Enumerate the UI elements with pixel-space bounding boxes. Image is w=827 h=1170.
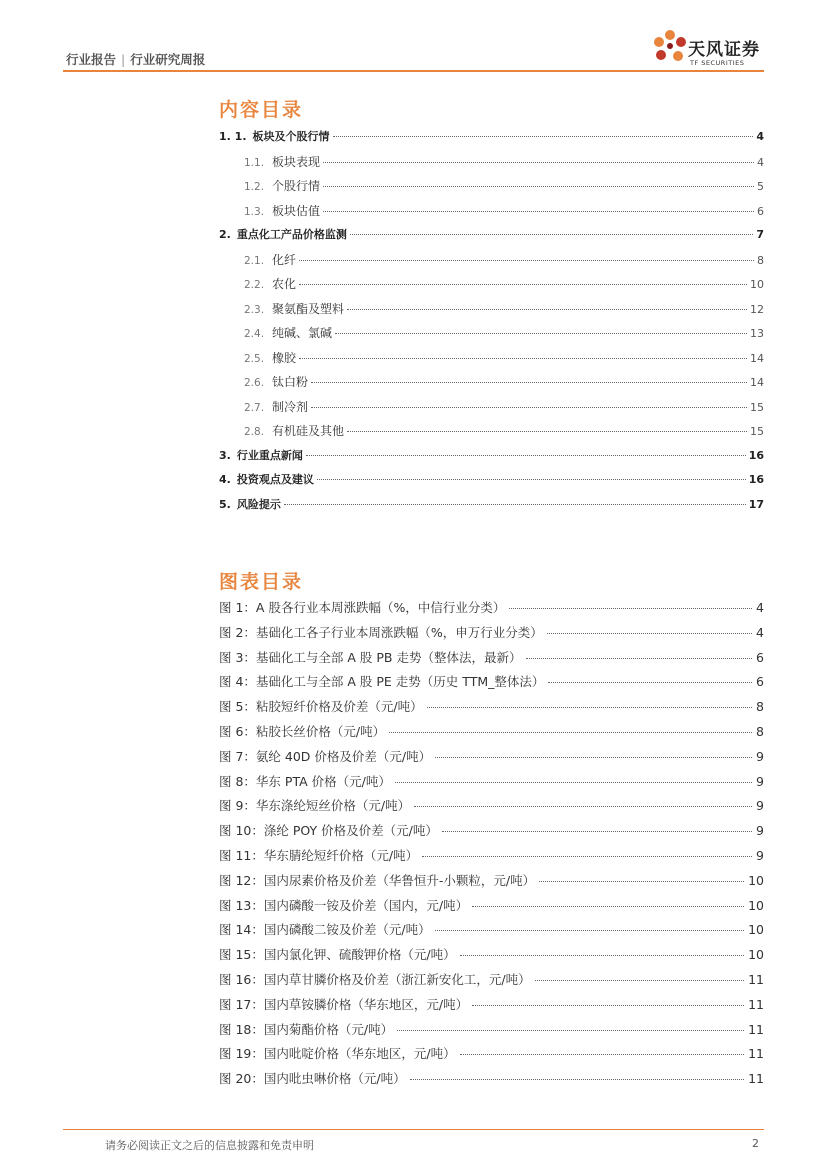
figure-entry-page: 6 [756,674,764,690]
figure-entry-label: 图 16：国内草甘膦价格及价差（浙江新安化工，元/吨） [219,971,531,987]
toc-entry[interactable] [219,422,764,447]
toc-entry-label: 制冷剂 [272,399,309,414]
figure-entry-label: 图 10：涤纶 POY 价格及价差（元/吨） [219,823,438,839]
toc-entry-page: 15 [750,400,764,414]
figure-entry[interactable] [219,796,764,821]
figure-entry[interactable] [219,871,764,896]
toc-leader-dots [350,234,754,235]
toc-entry-page: 17 [748,497,764,511]
toc-entry-label: 投资观点及建议 [236,473,314,486]
figure-entry-label: 图 15：国内氯化钾、硫酸钾价格（元/吨） [219,947,456,963]
toc-entry-number: 2.2. [244,279,265,291]
toc-entry-label: 重点化工产品价格监测 [236,228,347,241]
toc-leader-dots [317,479,746,480]
figure-entry-label: 图 18：国内菊酯价格（元/吨） [219,1021,394,1037]
toc-entry-number: 2.6. [244,377,265,389]
figure-entry-label: 图 12：国内尿素价格及价差（华鲁恒升-小颗粒，元/吨） [219,872,536,888]
toc-entry-page: 13 [750,327,764,340]
toc-leader-dots [323,211,754,212]
toc-leader-dots [299,358,747,359]
footer-divider [63,1129,764,1130]
figure-entry[interactable] [219,697,764,722]
toc-entry[interactable] [219,177,764,202]
figure-entry-page: 10 [748,872,764,888]
toc-entry-number: 1.3. [244,205,265,218]
toc-entry-page: 10 [750,278,764,291]
toc-entry-label: 个股行情 [272,179,321,193]
toc-entry-number: 2.8. [244,426,265,438]
toc-entry-number: 5. [219,497,231,511]
toc-entry-label: 橡胶 [272,350,297,365]
toc-entry-label: 农化 [272,277,297,291]
figure-entry-label: 图 1：A 股各行业本周涨跌幅（%，中信行业分类） [219,600,506,615]
flower-logo-icon [650,27,690,71]
toc-entry-page: 15 [750,425,764,438]
toc-entry-page: 14 [750,351,764,365]
figure-entry-page: 4 [756,624,764,640]
toc-entry-number: 2.3. [244,303,265,316]
figure-entry-label: 图 3：基础化工与全部 A 股 PB 走势（整体法，最新） [219,649,522,665]
toc-entry[interactable] [219,202,764,227]
figure-entry[interactable] [219,995,764,1020]
toc-entry[interactable] [219,226,764,251]
toc-entry[interactable] [219,373,764,398]
figure-entry-page: 6 [756,649,764,665]
figure-leader-dots [410,1079,745,1080]
figure-entry-page: 10 [748,922,764,938]
category-label: 行业报告 [66,52,117,67]
figure-entry-label: 图 6：粘胶长丝价格（元/吨） [219,723,386,739]
figure-entry-label: 图 7：氨纶 40D 价格及价差（元/吨） [219,748,432,764]
toc-entry-page: 6 [757,204,764,218]
toc-entry[interactable] [219,324,764,349]
toc-entry-label: 板块估值 [272,203,321,218]
toc-entry-number: 2. [219,228,231,241]
figure-entry-page: 10 [748,897,764,913]
toc-leader-dots [323,186,754,187]
figure-entry-page: 8 [756,723,764,739]
toc-entry-number: 2.1. [244,254,265,267]
toc-entry-number: 1. 1. [219,130,247,143]
toc-entry-page: 8 [757,253,764,267]
figure-entry-page: 9 [756,798,764,814]
toc-entry-number: 1.2. [244,181,265,193]
figure-entry[interactable] [219,672,764,697]
toc-leader-dots [323,162,754,163]
figure-entry-label: 图 13：国内磷酸一铵及价差（国内，元/吨） [219,897,469,913]
figure-entry-label: 图 20：国内吡虫啉价格（元/吨） [219,1071,406,1087]
toc-entry-page: 16 [748,448,764,462]
figure-leader-dots [460,1054,745,1055]
figure-entry[interactable] [219,821,764,846]
toc-entry-page: 4 [757,155,764,169]
toc-entry-label: 有机硅及其他 [272,424,345,438]
figure-leader-dots [389,732,752,733]
figure-entry-page: 9 [756,748,764,764]
toc-entry-page: 5 [757,180,764,193]
figure-leader-dots [395,782,752,783]
toc-leader-dots [306,455,746,456]
figures-title: 图表目录 [219,571,304,593]
toc-leader-dots [335,333,747,334]
toc-entry[interactable] [219,128,764,153]
figure-entry-page: 11 [748,1071,764,1087]
figure-leader-dots [435,757,752,758]
page-number: 2 [752,1137,759,1150]
figure-leader-dots [509,608,752,609]
figures-list [219,598,764,1094]
figure-leader-dots [414,806,752,807]
toc-entry[interactable] [219,349,764,374]
figure-leader-dots [547,633,752,634]
report-category [66,50,205,68]
figure-entry[interactable] [219,598,764,623]
header-divider [63,70,764,72]
toc-entry-page: 16 [748,473,764,486]
figure-entry[interactable] [219,970,764,995]
figure-entry[interactable] [219,648,764,673]
toc-entry[interactable] [219,496,764,521]
figure-leader-dots [460,955,745,956]
figure-leader-dots [526,658,753,659]
toc-entry-label: 化纤 [272,252,297,267]
subcategory-label: 行业研究周报 [130,52,206,67]
toc-leader-dots [299,284,747,285]
figure-entry[interactable] [219,722,764,747]
figure-entry-page: 9 [756,847,764,863]
figure-entry-page: 11 [748,1046,764,1062]
toc-entry[interactable] [219,398,764,423]
toc-entry-number: 3. [219,448,231,462]
figure-entry-label: 图 8：华东 PTA 价格（元/吨） [219,773,391,789]
company-logo [650,27,770,71]
toc-entry-number: 2.5. [244,352,265,365]
toc-leader-dots [299,260,754,261]
toc-entry[interactable] [219,251,764,276]
toc-entry-number: 4. [219,473,231,486]
toc-list [219,128,764,520]
figure-entry-label: 图 5：粘胶短纤价格及价差（元/吨） [219,699,423,715]
figure-entry-page: 4 [756,600,764,615]
figure-leader-dots [472,1005,744,1006]
toc-entry-label: 行业重点新闻 [236,448,303,462]
toc-entry[interactable] [219,275,764,300]
figure-leader-dots [427,707,752,708]
toc-leader-dots [347,431,747,432]
toc-leader-dots [333,136,754,137]
figure-entry-label: 图 17：国内草铵膦价格（华东地区，元/吨） [219,996,469,1012]
figure-entry[interactable] [219,1069,764,1094]
figure-entry[interactable] [219,896,764,921]
toc-entry-label: 钛白粉 [272,375,309,389]
figure-entry-page: 11 [748,996,764,1012]
figure-entry[interactable] [219,1044,764,1069]
figure-entry-label: 图 14：国内磷酸二铵及价差（元/吨） [219,922,431,938]
figure-leader-dots [422,856,752,857]
toc-entry[interactable] [219,153,764,178]
header-separator: | [121,52,126,67]
figure-leader-dots [472,906,744,907]
toc-leader-dots [311,407,747,408]
figure-entry-label: 图 9：华东涤纶短丝价格（元/吨） [219,798,411,814]
figure-leader-dots [435,930,745,931]
figure-entry-label: 图 19：国内吡啶价格（华东地区，元/吨） [219,1046,456,1062]
toc-entry[interactable] [219,300,764,325]
figure-entry-page: 11 [748,1021,764,1037]
logo-english-name: TF SECURITIES [690,59,745,67]
toc-entry-label: 板块及个股行情 [252,130,330,143]
logo-chinese-name: 天风证券 [688,40,760,60]
toc-entry-number: 2.4. [244,328,265,340]
toc-entry-page: 4 [756,130,764,143]
toc-title: 内容目录 [219,99,304,121]
figure-entry[interactable] [219,945,764,970]
toc-entry-label: 聚氨酯及塑料 [272,301,345,316]
toc-entry-number: 1.1. [244,156,265,169]
figure-leader-dots [442,831,752,832]
toc-entry-page: 14 [750,376,764,389]
figure-entry[interactable] [219,1020,764,1045]
figure-entry-page: 8 [756,699,764,715]
figure-entry[interactable] [219,623,764,648]
toc-entry[interactable] [219,471,764,496]
figure-leader-dots [397,1030,744,1031]
figure-entry-label: 图 4：基础化工与全部 A 股 PE 走势（历史 TTM_整体法） [219,674,545,690]
figure-entry[interactable] [219,772,764,797]
toc-entry-page: 7 [756,228,764,241]
footer-disclaimer: 请务必阅读正文之后的信息披露和免责申明 [105,1139,314,1152]
figure-entry-label: 图 11：华东腈纶短纤价格（元/吨） [219,847,419,863]
toc-entry-label: 风险提示 [236,497,281,511]
toc-entry-label: 板块表现 [272,154,321,169]
toc-entry-page: 12 [750,302,764,316]
figure-entry-page: 9 [756,823,764,839]
figure-entry-page: 11 [748,971,764,987]
figure-entry[interactable] [219,846,764,871]
toc-entry[interactable] [219,447,764,472]
toc-leader-dots [311,382,747,383]
figure-entry-page: 9 [756,773,764,789]
figure-entry-page: 10 [748,947,764,963]
figure-entry[interactable] [219,920,764,945]
figure-entry[interactable] [219,747,764,772]
figure-leader-dots [535,980,745,981]
figure-leader-dots [539,881,744,882]
toc-leader-dots [347,309,747,310]
figure-leader-dots [548,682,752,683]
toc-entry-label: 纯碱、氯碱 [272,326,333,340]
toc-entry-number: 2.7. [244,401,265,414]
figure-entry-label: 图 2：基础化工各子行业本周涨跌幅（%，申万行业分类） [219,624,543,640]
toc-leader-dots [284,504,746,505]
